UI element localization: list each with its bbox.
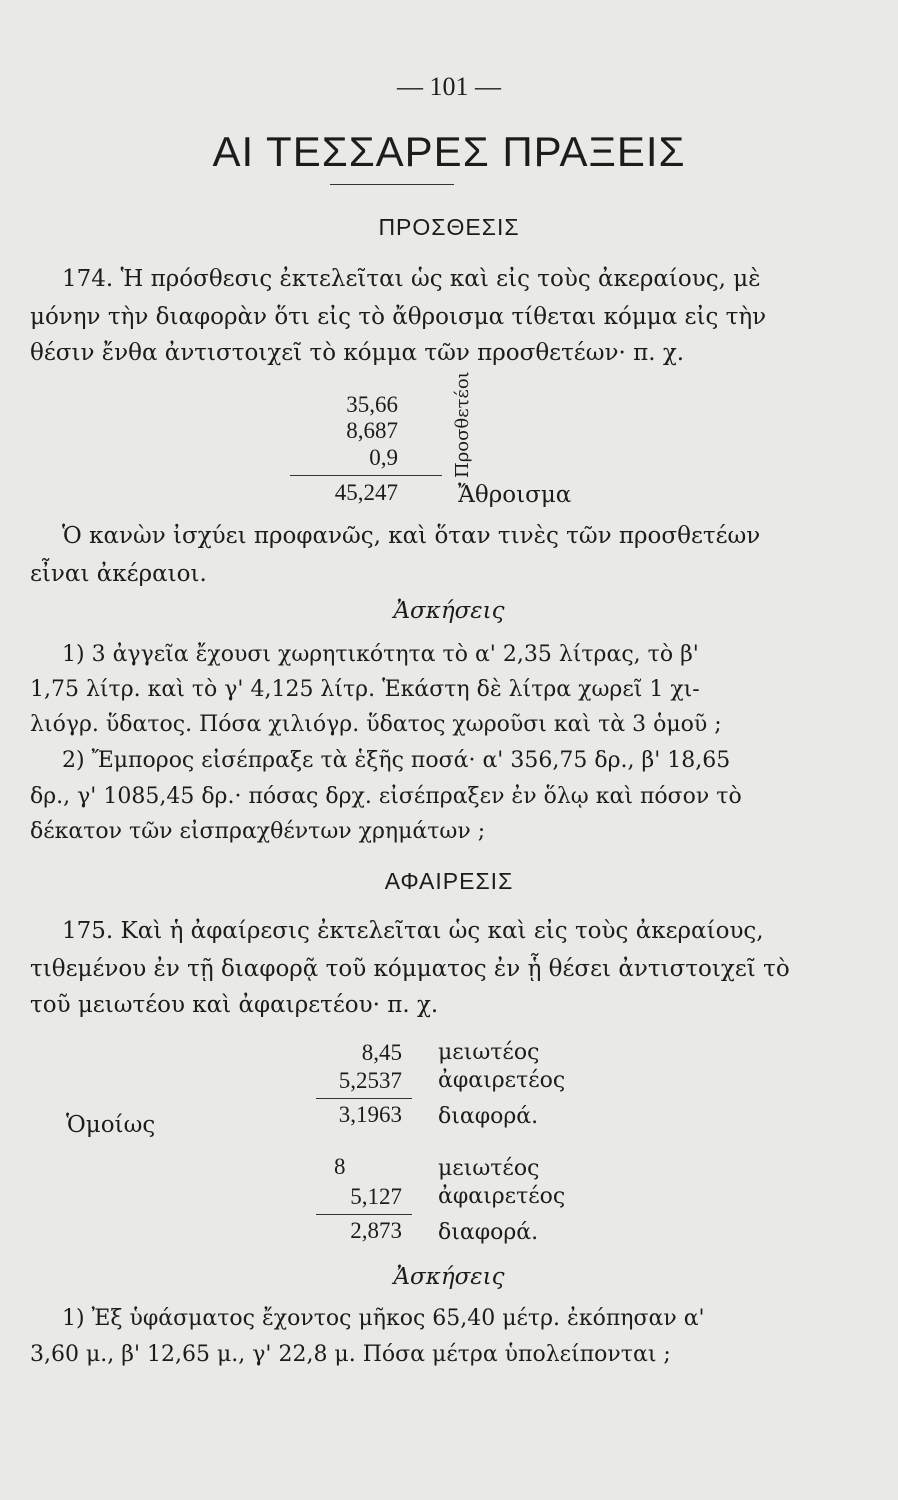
exercise-line: δέκατον τῶν εἰσπραχθέντων χρημάτων ; xyxy=(30,819,486,844)
addend: 0,9 xyxy=(369,445,398,470)
exercise-line: 2) Ἔμπορος εἰσέπραξε τὰ ἑξῆς ποσά· α' 356,75 δρ., β' 18,65 xyxy=(62,748,731,773)
exercise-line: 1) 3 ἀγγεῖα ἔχουσι χωρητικότητα τὸ α' 2,35 λίτρας, τὸ β' xyxy=(62,642,699,667)
addends-label: Προσθετέοι xyxy=(452,371,473,478)
section-heading-addition: ΠΡΟΣΘΕΣΙΣ xyxy=(378,214,520,240)
paragraph-line: τοῦ μειωτέου καὶ ἀφαιρετέου· π. χ. xyxy=(30,992,439,1018)
similarly-label: Ὁμοίως xyxy=(66,1112,156,1138)
paragraph-line: θέσιν ἔνθα ἀντιστοιχεῖ τὸ κόμμα τῶν προσθετέων· π. χ. xyxy=(30,340,685,366)
difference: 3,1963 xyxy=(338,1102,402,1127)
exercise-line: 1) Ἐξ ὑφάσματος ἔχοντος μῆκος 65,40 μέτρ. ἐκόπησαν α' xyxy=(62,1306,705,1331)
difference-rule xyxy=(316,1098,412,1099)
subtrahend-label: ἀφαιρετέος xyxy=(438,1068,566,1093)
chapter-title: ΑΙ ΤΕΣΣΑΡΕΣ ΠΡΑΞΕΙΣ xyxy=(212,128,686,175)
exercises-heading: Ἀσκήσεις xyxy=(393,1264,505,1290)
subtrahend: 5,2537 xyxy=(338,1068,402,1093)
rule-line: Ὁ κανὼν ἰσχύει προφανῶς, καὶ ὅταν τινὲς τῶν προσθετέων xyxy=(62,523,761,549)
subtrahend-label: ἀφαιρετέος xyxy=(438,1184,566,1209)
title-rule xyxy=(330,184,454,185)
paragraph-line: τιθεμένου ἐν τῇ διαφορᾷ τοῦ κόμματος ἐν ᾗ θέσει ἀντιστοιχεῖ τὸ xyxy=(30,956,790,982)
exercise-line: 3,60 μ., β' 12,65 μ., γ' 22,8 μ. Πόσα μέτρα ὑπολείπονται ; xyxy=(30,1342,671,1367)
difference-label: διαφορά. xyxy=(438,1220,539,1245)
exercises-heading: Ἀσκήσεις xyxy=(393,598,505,624)
paragraph-line: μόνην τὴν διαφορὰν ὅτι εἰς τὸ ἄθροισμα τίθεται κόμμα εἰς τὴν xyxy=(30,304,767,330)
subtrahend: 5,127 xyxy=(350,1184,402,1209)
page-number: — 101 — xyxy=(397,72,501,101)
minuend: 8,45 xyxy=(361,1040,402,1065)
minuend-label: μειωτέος xyxy=(438,1040,540,1065)
exercise-line: 1,75 λίτρ. καὶ τὸ γ' 4,125 λίτρ. Ἑκάστη δὲ λίτρα χωρεῖ 1 χι- xyxy=(30,677,700,702)
sum-value: 45,247 xyxy=(334,480,398,505)
sum-label: Ἄθροισμα xyxy=(458,482,572,508)
section-heading-subtraction: ΑΦΑΙΡΕΣΙΣ xyxy=(384,868,514,894)
sum-rule xyxy=(290,475,442,476)
addend: 35,66 xyxy=(346,392,398,417)
difference-rule xyxy=(316,1214,412,1215)
paragraph-line: 175. Καὶ ἡ ἀφαίρεσις ἐκτελεῖται ὡς καὶ εἰς τοὺς ἀκεραίους, xyxy=(62,918,764,944)
rule-line: εἶναι ἀκέραιοι. xyxy=(30,561,207,587)
difference-label: διαφορά. xyxy=(438,1104,539,1129)
exercise-line: δρ., γ' 1085,45 δρ.· πόσας δρχ. εἰσέπραξεν ἐν ὅλῳ καὶ πόσον τὸ xyxy=(30,784,742,809)
difference: 2,873 xyxy=(350,1218,402,1243)
paragraph-line: 174. Ἡ πρόσθεσις ἐκτελεῖται ὡς καὶ εἰς τοὺς ἀκεραίους, μὲ xyxy=(62,266,761,292)
minuend: 8 xyxy=(334,1154,346,1179)
addend: 8,687 xyxy=(346,418,398,443)
exercise-line: λιόγρ. ὕδατος. Πόσα χιλιόγρ. ὕδατος χωροῦσι καὶ τὰ 3 ὁμοῦ ; xyxy=(30,712,722,737)
minuend-label: μειωτέος xyxy=(438,1156,540,1181)
